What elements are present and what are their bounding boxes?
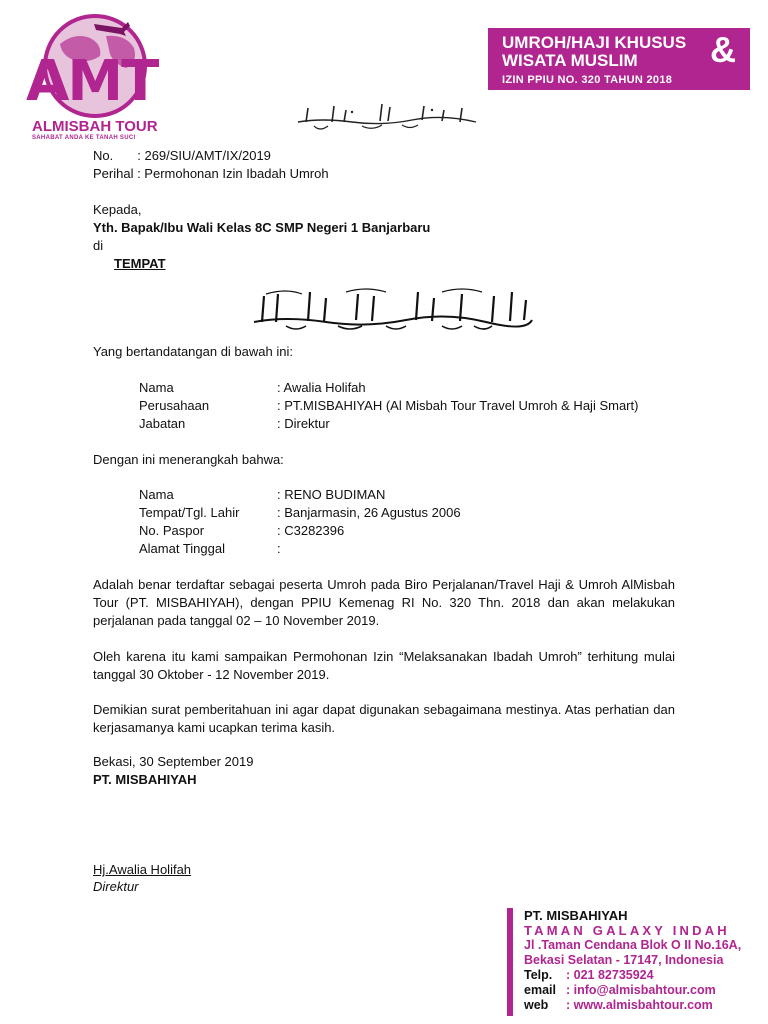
logo-tagline: SAHABAT ANDA KE TANAH SUCI: [32, 135, 136, 141]
header-banner: [488, 28, 750, 90]
signer-position-value: : Direktur: [277, 416, 330, 431]
logo-brand: ALMISBAH TOUR: [32, 118, 158, 135]
signer-company-label: Perusahaan: [139, 398, 210, 413]
participant-passport-value: : C3282396: [277, 523, 345, 538]
banner-ampersand: &: [710, 29, 736, 70]
footer-email-row: [524, 983, 716, 998]
body-paragraph-1: Adalah benar terdaftar sebagai peserta Umroh pada Biro Perjalanan/Travel Haji & Umroh AlMisbah Tour (PT. MISBAHIYAH), dengan PPIU Kemenag RI No. 320 Thn. 2018 dan akan melakukan perjalanan pada tanggal 02 – 10 November 2019.: [93, 577, 675, 628]
recipient-greeting: Kepada,: [93, 202, 142, 217]
signer-company-value: : PT.MISBAHIYAH (Al Misbah Tour Travel Umroh & Haji Smart): [277, 398, 639, 413]
footer-address-1: Jl .Taman Cendana Blok O II No.16A,: [524, 938, 742, 952]
recipient-place: TEMPAT: [114, 256, 166, 271]
signer-name-label: Nama: [139, 380, 174, 395]
participant-address-label: Alamat Tinggal: [139, 541, 225, 556]
body-paragraph-3: Demikian surat pemberitahuan ini agar dapat digunakan sebagaimana mestinya. Atas perhatian dan kerjasamanya kami ucapkan terima kasih.: [93, 702, 675, 735]
closing-company: PT. MISBAHIYAH: [93, 772, 197, 787]
footer-web-row: [524, 998, 713, 1013]
footer-web-label: web: [524, 998, 549, 1012]
signer-title: Direktur: [93, 879, 139, 894]
footer-phone-label: Telp.: [524, 968, 553, 982]
participant-birth-value: : Banjarmasin, 26 Agustus 2006: [277, 505, 461, 520]
footer-email-label: email: [524, 983, 556, 997]
footer-phone-value: : 021 82735924: [566, 968, 654, 982]
banner-line-1: UMROH/HAJI KHUSUS: [502, 33, 687, 52]
body-paragraph-2: Oleh karena itu kami sampaikan Permohonan Izin “Melaksanakan Ibadah Umroh” terhitung mulai tanggal 30 Oktober - 12 November 2019.: [93, 649, 675, 682]
recipient-di: di: [93, 238, 104, 253]
letter-number-row: [93, 148, 271, 164]
signer-position-label: Jabatan: [139, 416, 186, 431]
basmala-calligraphy: [292, 98, 482, 134]
participant-name-label: Nama: [139, 487, 174, 502]
letter-number-value: : 269/SIU/AMT/IX/2019: [137, 148, 271, 163]
banner-license: IZIN PPIU NO. 320 TAHUN 2018: [502, 74, 673, 86]
footer-company: PT. MISBAHIYAH: [524, 908, 628, 923]
participant-passport-label: No. Paspor: [139, 523, 205, 538]
signer-name-value: : Awalia Holifah: [277, 380, 366, 395]
place-date: Bekasi, 30 September 2019: [93, 754, 254, 769]
participant-birth-label: Tempat/Tgl. Lahir: [139, 505, 240, 520]
participant-address-value: :: [277, 541, 281, 556]
footer-web-value[interactable]: : www.almisbahtour.com: [566, 998, 713, 1012]
recipient-name: Yth. Bapak/Ibu Wali Kelas 8C SMP Negeri 1 Banjarbaru: [93, 220, 431, 235]
footer-address-2: Bekasi Selatan - 17147, Indonesia: [524, 953, 724, 967]
banner-line-2: WISATA MUSLIM: [502, 51, 638, 70]
signer-full-name: Hj.Awalia Holifah: [93, 862, 192, 877]
intro-text: Yang bertandatangan di bawah ini:: [93, 344, 293, 359]
footer-email-value[interactable]: : info@almisbahtour.com: [566, 983, 716, 997]
statement-intro: Dengan ini menerangkah bahwa:: [93, 452, 284, 467]
letter-number-label: No.: [93, 148, 114, 163]
footer-phone-row: [524, 968, 654, 983]
salam-calligraphy: [246, 286, 538, 334]
footer-accent-bar: [507, 908, 513, 1016]
subject-line: Perihal : Permohonan Izin Ibadah Umroh: [93, 166, 329, 181]
logo-mark: AMT: [26, 49, 158, 114]
participant-name-value: : RENO BUDIMAN: [277, 487, 386, 502]
company-logo: [22, 14, 172, 141]
footer-estate: TAMAN GALAXY INDAH: [524, 923, 730, 938]
